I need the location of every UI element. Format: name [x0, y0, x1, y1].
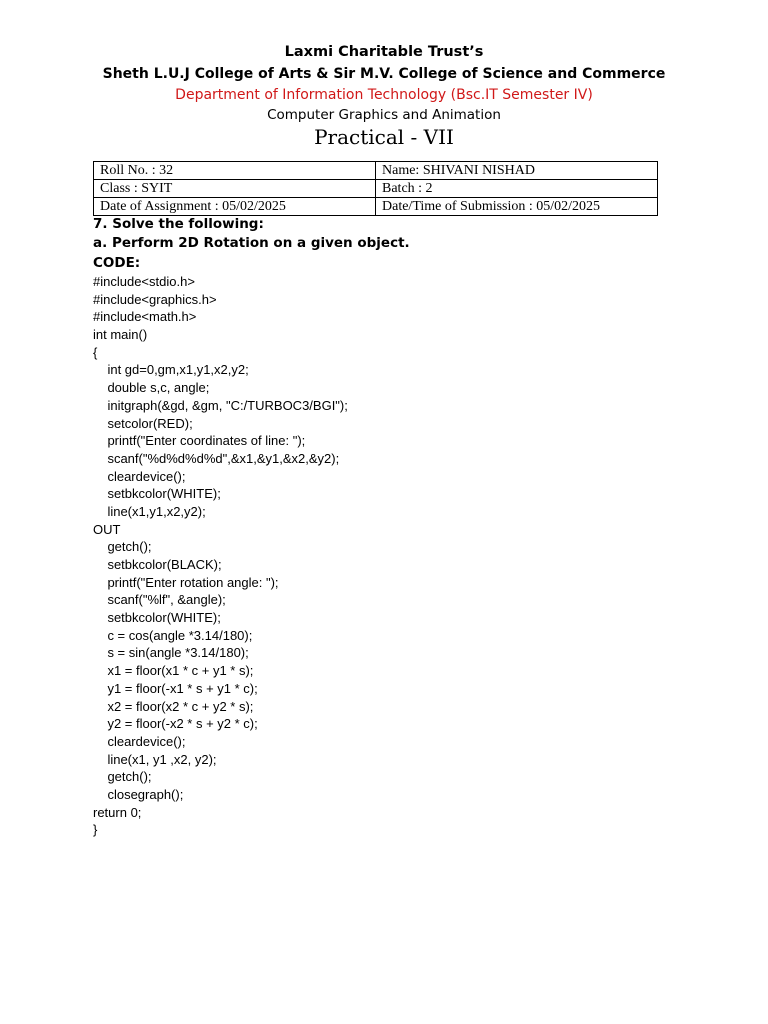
batch-cell: Batch : 2 — [376, 180, 658, 198]
code-line: return 0; — [93, 804, 142, 820]
code-line: #include<stdio.h> — [93, 274, 195, 289]
code-line: getch(); — [93, 539, 152, 555]
table-row — [94, 198, 658, 216]
code-line: closegraph(); — [93, 786, 184, 802]
code-label: CODE: — [93, 255, 141, 271]
practical-title: Practical - VII — [314, 125, 454, 149]
code-line: cleardevice(); — [93, 733, 186, 749]
code-line: x2 = floor(x2 * c + y2 * s); — [93, 698, 254, 714]
code-line: s = sin(angle *3.14/180); — [93, 645, 249, 661]
code-line: setbkcolor(BLACK); — [93, 557, 222, 572]
college-name: Sheth L.U.J College of Arts & Sir M.V. College of Science and Commerce — [102, 66, 666, 82]
code-line: } — [93, 822, 98, 838]
code-line: initgraph(&gd, &gm, "C:/TURBOC3/BGI"); — [93, 397, 348, 413]
table-row — [94, 162, 658, 180]
code-line: OUT — [93, 521, 121, 537]
code-line: printf("Enter rotation angle: "); — [93, 574, 279, 590]
name-cell: Name: SHIVANI NISHAD — [376, 162, 658, 180]
question-heading: 7. Solve the following: — [93, 216, 264, 232]
code-line: #include<graphics.h> — [93, 291, 217, 307]
code-line: setcolor(RED); — [93, 415, 193, 431]
assignment-date-cell: Date of Assignment : 05/02/2025 — [94, 198, 376, 216]
code-line: scanf("%d%d%d%d",&x1,&y1,&x2,&y2); — [93, 450, 340, 466]
code-line: y2 = floor(-x2 * s + y2 * c); — [93, 716, 258, 732]
code-line: line(x1, y1 ,x2, y2); — [93, 751, 217, 767]
code-line: scanf("%lf", &angle); — [93, 592, 226, 608]
class-cell: Class : SYIT — [94, 180, 376, 198]
code-block — [93, 273, 348, 839]
table-row — [94, 180, 658, 198]
subject-title: Computer Graphics and Animation — [267, 107, 501, 123]
question-subheading: a. Perform 2D Rotation on a given object. — [93, 235, 410, 251]
code-line: x1 = floor(x1 * c + y1 * s); — [93, 663, 254, 679]
code-line: line(x1,y1,x2,y2); — [93, 503, 206, 519]
submission-date-cell: Date/Time of Submission : 05/02/2025 — [376, 198, 658, 216]
trust-name: Laxmi Charitable Trust’s — [284, 44, 484, 60]
code-line: #include<math.h> — [93, 309, 197, 325]
code-line: setbkcolor(WHITE); — [93, 486, 221, 502]
code-line: int main() — [93, 327, 148, 343]
roll-no-cell: Roll No. : 32 — [94, 162, 376, 180]
code-line: y1 = floor(-x1 * s + y1 * c); — [93, 680, 258, 696]
code-line: getch(); — [93, 769, 152, 785]
code-line: c = cos(angle *3.14/180); — [93, 627, 253, 643]
code-line: { — [93, 344, 98, 360]
code-line: int gd=0,gm,x1,y1,x2,y2; — [93, 362, 249, 378]
code-line: printf("Enter coordinates of line: "); — [93, 433, 306, 449]
code-line: setbkcolor(WHITE); — [93, 610, 221, 626]
department-name: Department of Information Technology (Bsc.IT Semester IV) — [175, 87, 593, 103]
student-info-table — [93, 161, 658, 216]
code-line: cleardevice(); — [93, 468, 186, 484]
code-line: double s,c, angle; — [93, 380, 210, 396]
